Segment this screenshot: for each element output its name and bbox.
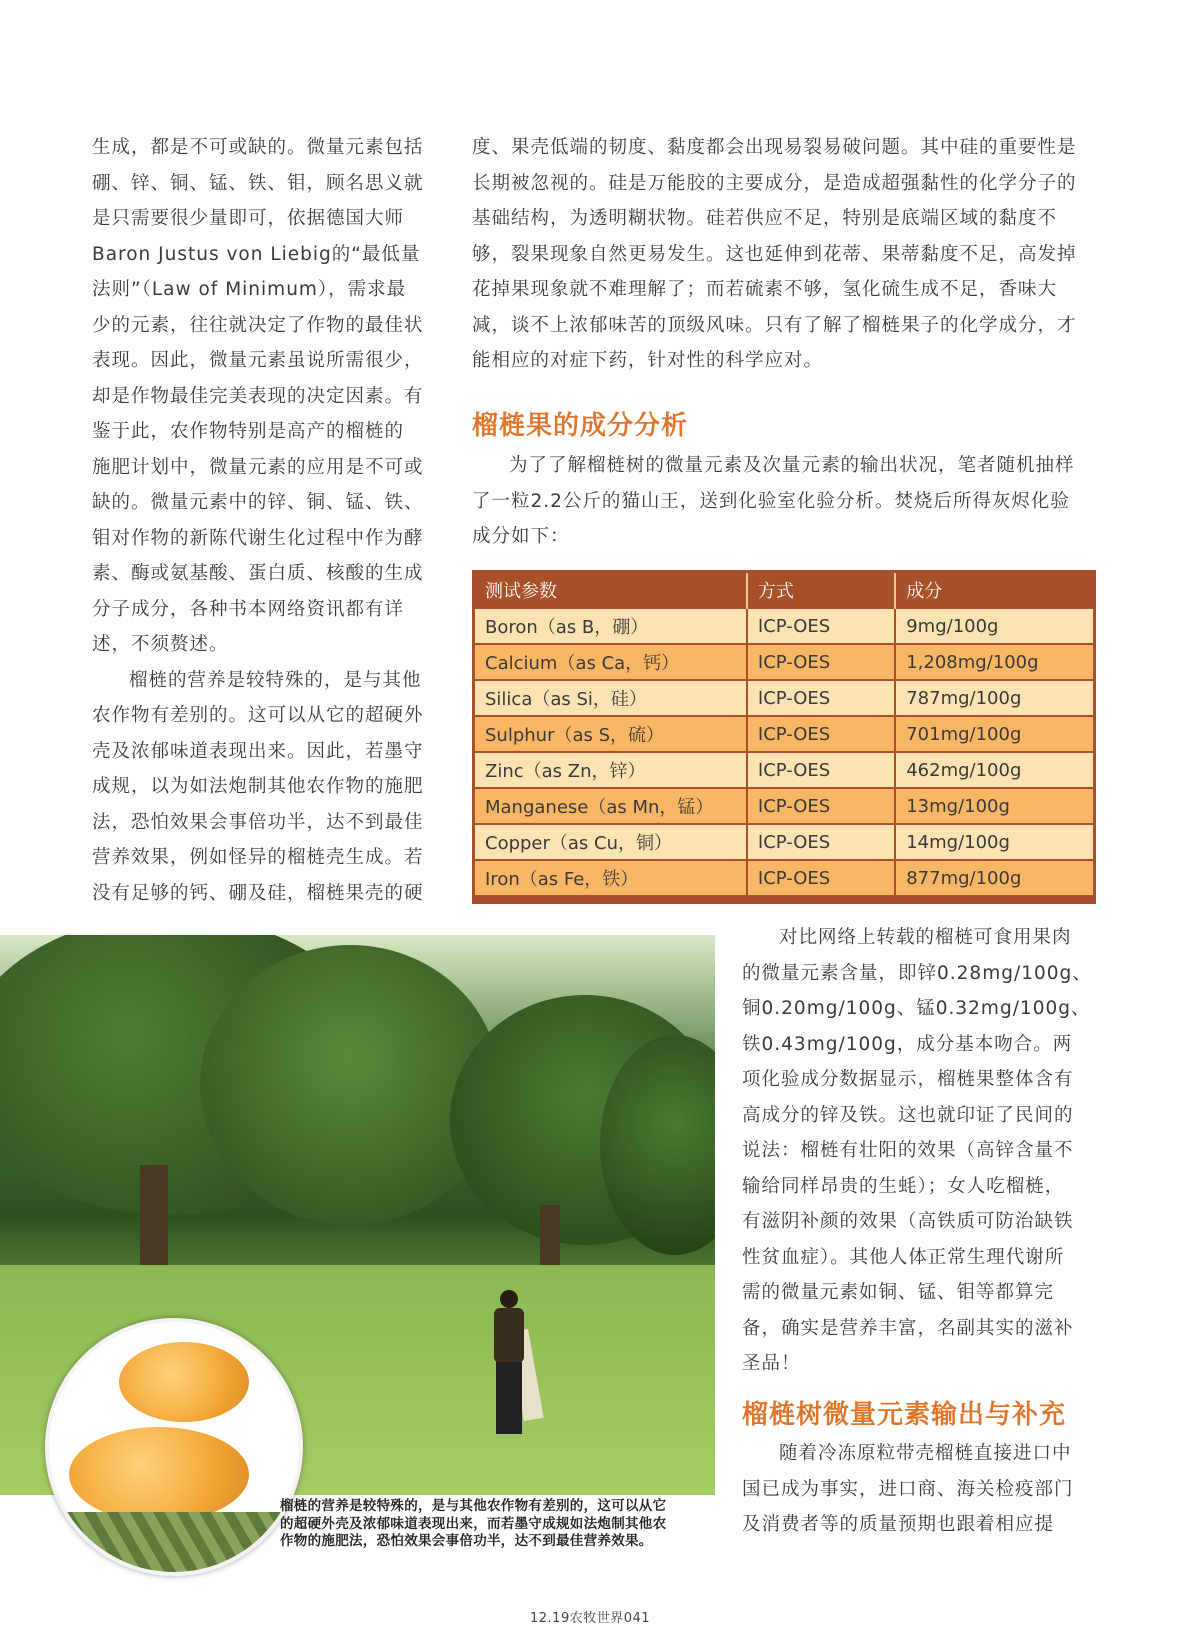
table-cell: 877mg/100g bbox=[895, 860, 1093, 895]
table-row bbox=[475, 824, 1093, 860]
table-cell: Silica（as Si，硅） bbox=[475, 680, 747, 716]
text-line: 能相应的对症下药，针对性的科学应对。 bbox=[472, 350, 824, 371]
durian-fruit-inset bbox=[45, 1318, 303, 1576]
table-cell: ICP-OES bbox=[747, 608, 895, 644]
text-line: 法则”（Law of Minimum），需求最 bbox=[92, 279, 407, 300]
left-column bbox=[92, 130, 436, 911]
text-line: 性贫血症）。其他人体正常生理代谢所 bbox=[742, 1246, 1065, 1268]
table-header-param: 测试参数 bbox=[475, 573, 747, 608]
table-row bbox=[475, 680, 1093, 716]
worker-figure bbox=[488, 1290, 528, 1440]
section-heading-analysis: 榴梿果的成分分析 bbox=[472, 411, 689, 441]
table-cell: 462mg/100g bbox=[895, 752, 1093, 788]
text-line: 却是作物最佳完美表现的决定因素。有 bbox=[92, 385, 424, 407]
text-line: 及消费者等的质量预期也跟着相应提 bbox=[742, 1514, 1055, 1535]
text-line: 随着冷冻原粒带壳榴梿直接进口中 bbox=[779, 1443, 1072, 1464]
durian-husk bbox=[49, 1512, 299, 1572]
table-cell: ICP-OES bbox=[747, 680, 895, 716]
caption-line: 榴梿的营养是较特殊的，是与其他农作物有差别的，这可以从它 bbox=[280, 1498, 667, 1514]
table-row bbox=[475, 716, 1093, 752]
text-line: 铁0.43mg/100g，成分基本吻合。两 bbox=[742, 1033, 1073, 1055]
table-cell: ICP-OES bbox=[747, 716, 895, 752]
photo-caption bbox=[280, 1498, 720, 1551]
right-top-paragraph bbox=[472, 130, 1096, 379]
text-line: 缺的。微量元素中的锌、铜、锰、铁、 bbox=[92, 492, 424, 513]
table-cell: Boron（as B，硼） bbox=[475, 608, 747, 644]
text-line: 述，不须赘述。 bbox=[92, 634, 229, 655]
text-line: 高成分的锌及铁。这也就印证了民间的 bbox=[742, 1104, 1074, 1126]
table-cell: Calcium（as Ca，钙） bbox=[475, 644, 747, 680]
table-row bbox=[475, 752, 1093, 788]
caption-line: 的超硬外壳及浓郁味道表现出来，而若墨守成规如法炮制其他农 bbox=[280, 1515, 667, 1532]
table-cell: 9mg/100g bbox=[895, 608, 1093, 644]
durian-pulp bbox=[69, 1427, 249, 1522]
text-line: 表现。因此，微量元素虽说所需很少， bbox=[92, 350, 424, 371]
text-line: 够，裂果现象自然更易发生。这也延伸到花蒂、果蒂黏度不足，高发掉 bbox=[472, 243, 1077, 265]
text-line: 对比网络上转载的榴梿可食用果肉 bbox=[779, 927, 1072, 948]
analysis-paragraph bbox=[472, 448, 1096, 555]
text-line: 成分如下： bbox=[472, 526, 570, 547]
left-paragraph-2 bbox=[92, 663, 436, 912]
table-cell: ICP-OES bbox=[747, 788, 895, 824]
table-cell: ICP-OES bbox=[747, 860, 895, 895]
table-cell: Sulphur（as S，硫） bbox=[475, 716, 747, 752]
table-row bbox=[475, 860, 1093, 895]
table-cell: ICP-OES bbox=[747, 752, 895, 788]
text-line: 农作物有差别的。这可以从它的超硬外 bbox=[92, 705, 424, 726]
text-line: 营养效果，例如怪异的榴梿壳生成。若 bbox=[92, 847, 424, 868]
durian-pulp bbox=[119, 1342, 249, 1422]
right-bottom-paragraph bbox=[742, 920, 1096, 1382]
text-line: 的微量元素含量，即锌0.28mg/100g、 bbox=[742, 962, 1092, 984]
text-line: 长期被忽视的。硅是万能胶的主要成分，是造成超强黏性的化学分子的 bbox=[472, 172, 1077, 194]
text-line: 国已成为事实，进口商、海关检疫部门 bbox=[742, 1478, 1074, 1500]
text-line: 为了了解榴梿树的微量元素及次量元素的输出状况，笔者随机抽样 bbox=[509, 455, 1075, 476]
composition-table bbox=[472, 570, 1096, 904]
text-line: 花掉果现象就不难理解了；而若硫素不够，氢化硫生成不足，香味大 bbox=[472, 279, 1058, 300]
text-line: 有滋阴补颜的效果（高铁质可防治缺铁 bbox=[742, 1211, 1074, 1232]
text-line: Baron Justus von Liebig的“最低量 bbox=[92, 243, 421, 265]
table-cell: ICP-OES bbox=[747, 644, 895, 680]
table-cell: 787mg/100g bbox=[895, 680, 1093, 716]
text-line: 项化验成分数据显示，榴梿果整体含有 bbox=[742, 1069, 1074, 1090]
supply-paragraph bbox=[742, 1436, 1096, 1543]
text-line: 基础结构，为透明糊状物。硅若供应不足，特别是底端区域的黏度不 bbox=[472, 208, 1058, 229]
text-line: 铜0.20mg/100g、锰0.32mg/100g、 bbox=[742, 998, 1091, 1019]
left-paragraph-1 bbox=[92, 130, 436, 663]
text-line: 钼对作物的新陈代谢生化过程中作为酵 bbox=[92, 527, 424, 549]
text-line: 圣品！ bbox=[742, 1353, 801, 1374]
text-line: 减，谈不上浓郁味苦的顶级风味。只有了解了榴梿果子的化学成分，才 bbox=[472, 314, 1077, 336]
table-row bbox=[475, 608, 1093, 644]
table-header-content: 成分 bbox=[906, 581, 943, 602]
text-line: 需的微量元素如铜、锰、钼等都算完 bbox=[742, 1282, 1055, 1303]
text-line: 少的元素，往往就决定了作物的最佳状 bbox=[92, 314, 424, 336]
text-line: 壳及浓郁味道表现出来。因此，若墨守 bbox=[92, 740, 424, 762]
text-line: 分子成分，各种书本网络资讯都有详 bbox=[92, 598, 405, 620]
table-header-method: 方式 bbox=[747, 573, 895, 608]
table-cell: Zinc（as Zn，锌） bbox=[475, 752, 747, 788]
text-line: 成规，以为如法炮制其他农作物的施肥 bbox=[92, 776, 424, 797]
text-line: 输给同样昂贵的生蚝）；女人吃榴梿， bbox=[742, 1175, 1065, 1197]
table-row bbox=[475, 788, 1093, 824]
table-header-row bbox=[475, 573, 1093, 608]
text-line: 硼、锌、铜、锰、铁、钼，顾名思义就 bbox=[92, 172, 424, 194]
table-cell: Copper（as Cu，铜） bbox=[475, 824, 747, 860]
table-cell: 1,208mg/100g bbox=[895, 644, 1093, 680]
text-line: 施肥计划中，微量元素的应用是不可或 bbox=[92, 456, 424, 478]
table-row bbox=[475, 644, 1093, 680]
text-line: 了一粒2.2公斤的猫山王，送到化验室化验分析。焚烧后所得灰烬化验 bbox=[472, 490, 1070, 512]
table-cell: Iron（as Fe，铁） bbox=[475, 860, 747, 895]
table-cell: 13mg/100g bbox=[895, 788, 1093, 824]
text-line: 榴梿的营养是较特殊的，是与其他 bbox=[129, 669, 422, 691]
table-cell: Manganese（as Mn，锰） bbox=[475, 788, 747, 824]
text-line: 度、果壳低端的韧度、黏度都会出现易裂易破问题。其中硅的重要性是 bbox=[472, 137, 1077, 158]
text-line: 说法：榴梿有壮阳的效果（高锌含量不 bbox=[742, 1140, 1074, 1161]
text-line: 是只需要很少量即可，依据德国大师 bbox=[92, 208, 405, 229]
caption-line: 作物的施肥法，恐怕效果会事倍功半，达不到最佳营养效果。 bbox=[280, 1533, 653, 1549]
section-heading-supply: 榴梿树微量元素输出与补充 bbox=[742, 1400, 1067, 1430]
table-cell: ICP-OES bbox=[747, 824, 895, 860]
text-line: 生成，都是不可或缺的。微量元素包括 bbox=[92, 137, 424, 158]
text-line: 没有足够的钙、硼及硅，榴梿果壳的硬 bbox=[92, 882, 424, 904]
text-line: 备，确实是营养丰富，名副其实的滋补 bbox=[742, 1317, 1074, 1339]
table-cell: 701mg/100g bbox=[895, 716, 1093, 752]
text-line: 鉴于此，农作物特别是高产的榴梿的 bbox=[92, 421, 405, 442]
page-footer: 12.19农牧世界041 bbox=[530, 1611, 651, 1626]
table-cell: 14mg/100g bbox=[895, 824, 1093, 860]
text-line: 法，恐怕效果会事倍功半，达不到最佳 bbox=[92, 811, 424, 833]
text-line: 素、酶或氨基酸、蛋白质、核酸的生成 bbox=[92, 563, 424, 584]
